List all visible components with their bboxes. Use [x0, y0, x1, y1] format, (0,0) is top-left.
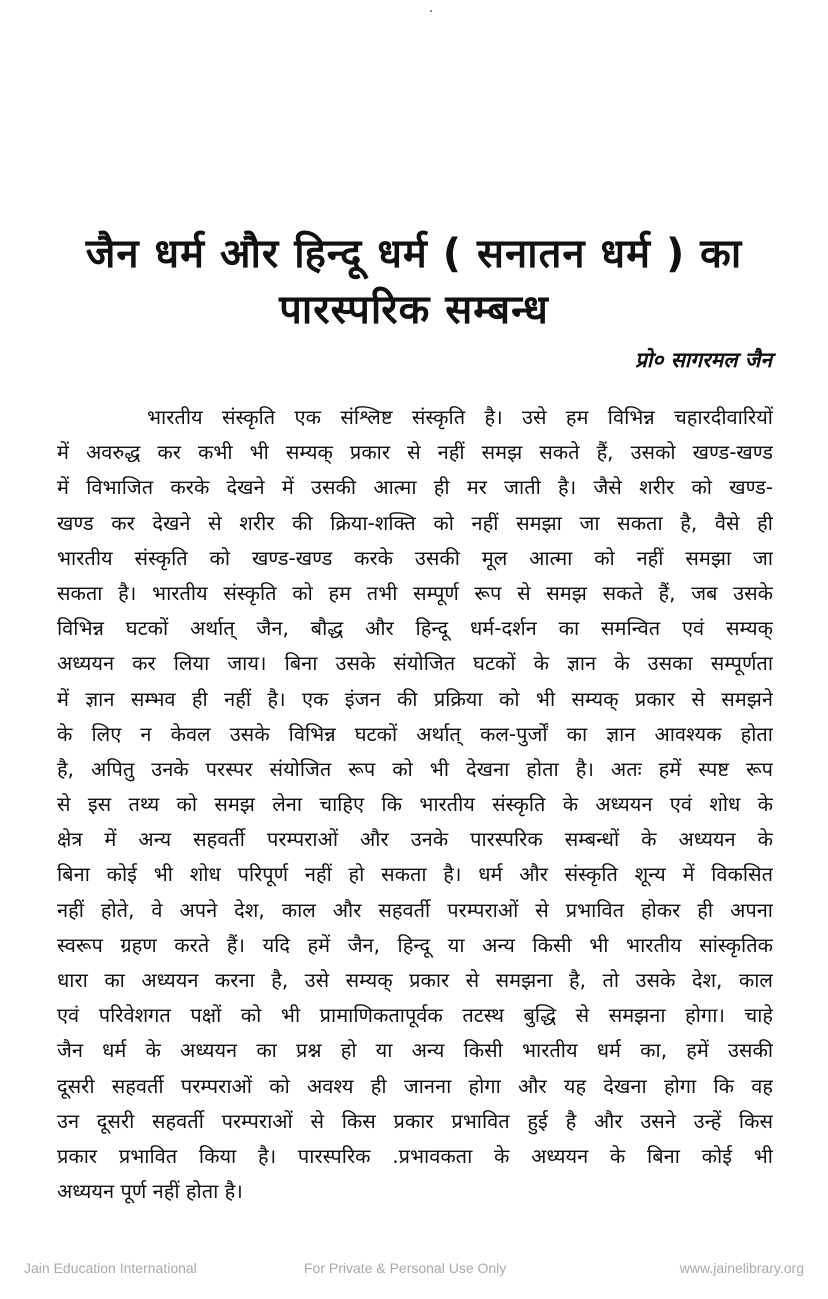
body-line: एवं परिवेशगत पक्षों को भी प्रामाणिकतापूर्वक तटस्थ बुद्धि से समझना होगा। चाहे	[57, 1003, 773, 1028]
body-line: सकता है। भारतीय संस्कृति को हम तभी सम्पूर्ण रूप से समझ सकते हैं, जब उसके	[57, 580, 773, 605]
body-line: उन दूसरी सहवर्ती परम्पराओं से किस प्रकार प्रभावित हुई है और उसने उन्हें किस	[57, 1108, 773, 1133]
body-line: खण्ड कर देखने से शरीर की क्रिया-शक्ति को नहीं समझा जा सकता है, वैसे ही	[57, 510, 773, 535]
body-line: नहीं होते, वे अपने देश, काल और सहवर्ती परम्पराओं से प्रभावित होकर ही अपना	[57, 897, 773, 922]
body-line: में विभाजित करके देखने में उसकी आत्मा ही मर जाती है। जैसे शरीर को खण्ड-	[57, 475, 773, 500]
body-line: प्रकार प्रभावित किया है। पारस्परिक .प्रभावकता के अध्ययन के बिना कोई भी	[57, 1143, 773, 1168]
body-line: भारतीय संस्कृति को खण्ड-खण्ड करके उसकी मूल आत्मा को नहीं समझा जा	[57, 545, 773, 570]
title-line-2: पारस्परिक सम्बन्ध	[279, 287, 549, 333]
body-line: धारा का अध्ययन करना है, उसे सम्यक् प्रकार से समझना है, तो उसके देश, काल	[57, 968, 773, 992]
body-line: में ज्ञान सम्भव ही नहीं है। एक इंजन की प्रक्रिया को भी सम्यक् प्रकार से समझने	[57, 686, 773, 711]
body-line: बिना कोई भी शोध परिपूर्ण नहीं हो सकता है। धर्म और संस्कृति शून्य में विकसित	[57, 862, 773, 887]
footer-usage-note: For Private & Personal Use Only	[304, 1260, 507, 1276]
body-line: विभिन्न घटकों अर्थात् जैन, बौद्ध और हिन्दू धर्म-दर्शन का समन्वित एवं सम्यक्	[57, 616, 773, 641]
body-line: से इस तथ्य को समझ लेना चाहिए कि भारतीय संस्कृति के अध्ययन एवं शोध के	[57, 792, 773, 817]
body-line: है, अपितु उनके परस्पर संयोजित रूप को भी देखना होता है। अतः हमें स्पष्ट रूप	[57, 756, 773, 781]
body-line: भारतीय संस्कृति एक संश्लिष्ट संस्कृति है। उसे हम विभिन्न चहारदीवारियों	[147, 405, 773, 429]
body-line: स्वरूप ग्रहण करते हैं। यदि हमें जैन, हिन्दू या अन्य किसी भी भारतीय सांस्कृतिक	[57, 932, 773, 957]
body-line: जैन धर्म के अध्ययन का प्रश्न हो या अन्य किसी भारतीय धर्म का, हमें उसकी	[57, 1038, 773, 1063]
body-line: दूसरी सहवर्ती परम्पराओं को अवश्य ही जानना होगा और यह देखना होगा कि वह	[57, 1073, 773, 1098]
body-line: क्षेत्र में अन्य सहवर्ती परम्पराओं और उनके पारस्परिक सम्बन्धों के अध्ययन के	[57, 827, 773, 852]
body-line: में अवरुद्ध कर कभी भी सम्यक् प्रकार से नहीं समझ सकते हैं, उसको खण्ड-खण्ड	[57, 440, 773, 465]
body-paragraph	[57, 400, 773, 1209]
scan-speck	[430, 10, 432, 12]
footer-publisher: Jain Education International	[24, 1260, 197, 1276]
body-line: अध्ययन पूर्ण नहीं होता है।	[57, 1179, 243, 1204]
body-line: के लिए न केवल उसके विभिन्न घटकों अर्थात् कल-पुर्जों का ज्ञान आवश्यक होता	[57, 721, 773, 746]
page-title	[40, 226, 788, 338]
author-byline: प्रो० सागरमल जैन	[634, 348, 772, 372]
title-line-1: जैन धर्म और हिन्दू धर्म ( सनातन धर्म ) का	[85, 231, 743, 277]
footer-website: www.jainelibrary.org	[679, 1260, 804, 1276]
body-line: अध्ययन कर लिया जाय। बिना उसके संयोजित घटकों के ज्ञान के उसका सम्पूर्णता	[57, 651, 773, 676]
page-footer	[0, 1260, 828, 1280]
